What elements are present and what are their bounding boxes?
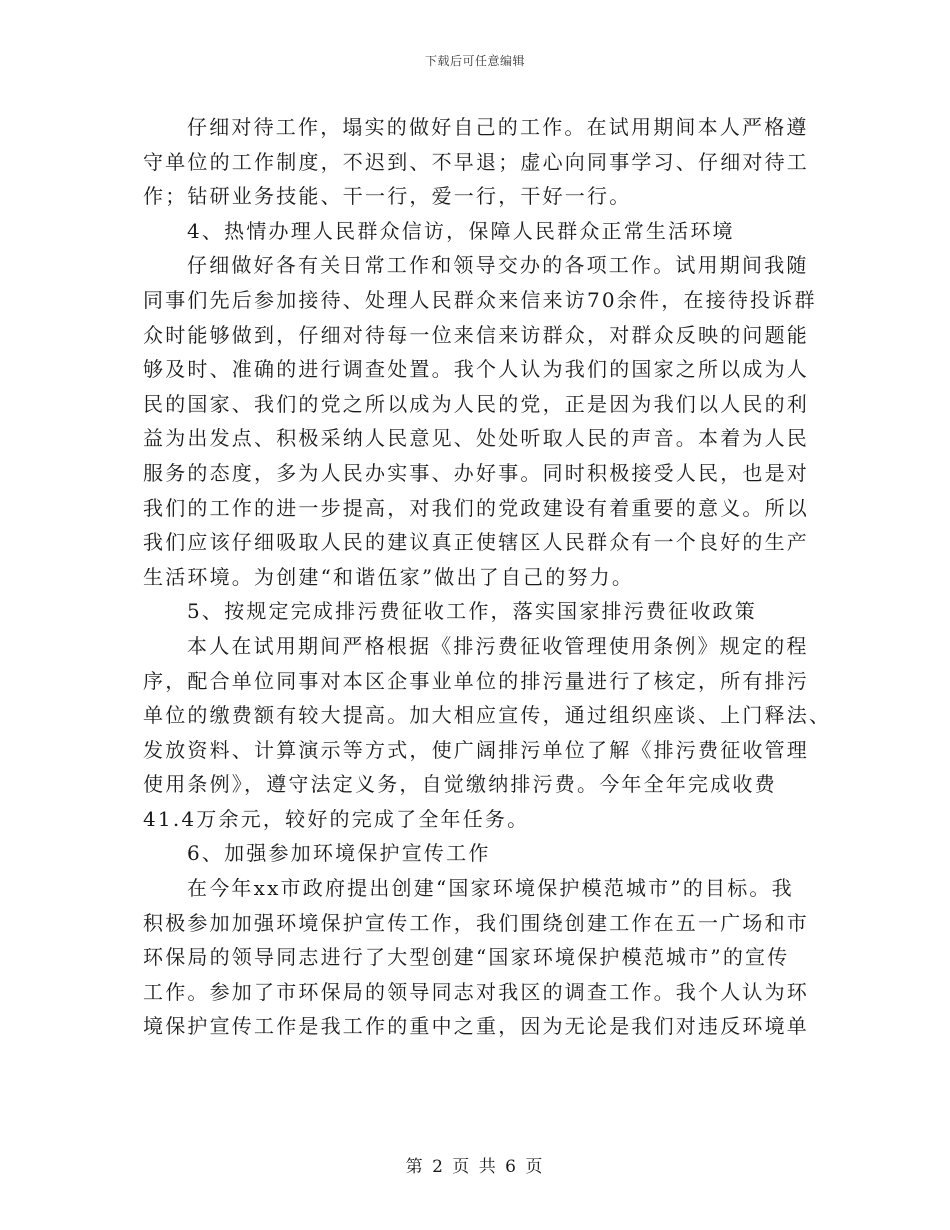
text-line: 本人在试用期间严格根据《排污费征收管理使用条例》规定的程	[187, 633, 809, 658]
text-line: 环保局的领导同志进行了大型创建“国家环境保护模范城市”的宣传	[143, 945, 790, 970]
document-body	[143, 110, 832, 1044]
page-footer: 第 2 页 共 6 页	[405, 1157, 545, 1177]
text-line: 在今年xx市政府提出创建“国家环境保护模范城市”的目标。我	[187, 876, 794, 901]
text-line: 同事们先后参加接待、处理人民群众来信来访70余件，在接待投诉群	[143, 287, 817, 312]
text-line: 众时能够做到，仔细对待每一位来信来访群众，对群众反映的问题能	[143, 322, 809, 347]
text-line: 益为出发点、积极采纳人民意见、处处听取人民的声音。本着为人民	[143, 426, 809, 451]
text-line: 4、热情办理人民群众信访，保障人民群众正常生活环境	[187, 218, 735, 243]
text-line: 发放资料、计算演示等方式，使广阔排污单位了解《排污费征收管理	[143, 737, 809, 762]
text-line: 民的国家、我们的党之所以成为人民的党，正是因为我们以人民的利	[143, 391, 809, 416]
text-line: 41.4万余元，较好的完成了全年任务。	[143, 806, 530, 831]
text-line: 仔细做好各有关日常工作和领导交办的各项工作。试用期间我随	[187, 253, 809, 278]
text-line: 境保护宣传工作是我工作的重中之重，因为无论是我们对违反环境单	[143, 1014, 809, 1039]
text-line: 够及时、准确的进行调查处置。我个人认为我们的国家之所以成为人	[143, 357, 809, 382]
text-line: 积极参加加强环境保护宣传工作，我们围绕创建工作在五一广场和市	[143, 910, 809, 935]
text-line: 守单位的工作制度，不迟到、不早退；虚心向同事学习、仔细对待工	[143, 149, 809, 174]
text-line: 生活环境。为创建“和谐伍家”做出了自己的努力。	[143, 564, 635, 589]
text-line: 单位的缴费额有较大提高。加大相应宣传，通过组织座谈、上门释法、	[143, 703, 832, 728]
text-line: 工作。参加了市环保局的领导同志对我区的调查工作。我个人认为环	[143, 979, 809, 1004]
text-line: 我们的工作的进一步提高，对我们的党政建设有着重要的意义。所以	[143, 495, 809, 520]
text-line: 使用条例》，遵守法定义务，自觉缴纳排污费。今年全年完成收费	[143, 772, 777, 797]
page-header: 下载后可任意编辑	[424, 54, 525, 68]
text-line: 6、加强参加环境保护宣传工作	[187, 841, 491, 866]
text-line: 服务的态度，多为人民办实事、办好事。同时积极接受人民，也是对	[143, 460, 809, 485]
text-line: 我们应该仔细吸取人民的建议真正使辖区人民群众有一个良好的生产	[143, 530, 809, 555]
text-line: 作；钻研业务技能、干一行，爱一行，干好一行。	[143, 184, 632, 209]
text-line: 仔细对待工作，塌实的做好自己的工作。在试用期间本人严格遵	[187, 115, 809, 139]
text-line: 5、按规定完成排污费征收工作，落实国家排污费征收政策	[187, 599, 757, 624]
text-line: 序，配合单位同事对本区企事业单位的排污量进行了核定，所有排污	[143, 668, 809, 693]
